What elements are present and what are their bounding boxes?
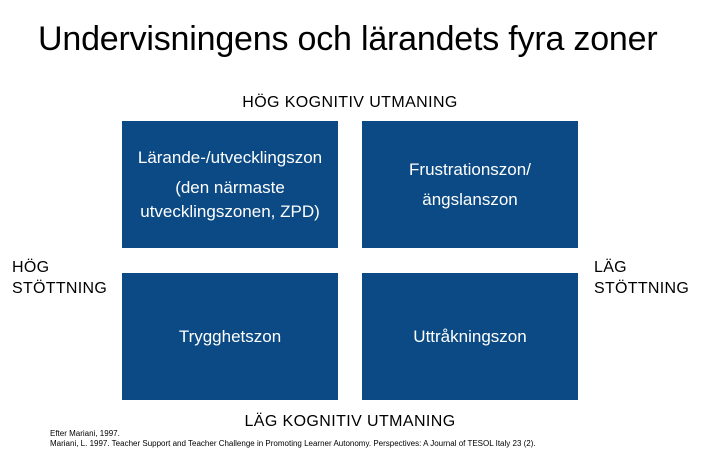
zone-frustration-line-1: Frustrationszon/ [409, 159, 531, 179]
zone-learning-line-3: utvecklingszonen, ZPD) [140, 201, 320, 221]
axis-label-high-support-line-1: HÖG [12, 259, 50, 276]
zone-boredom [362, 273, 578, 400]
references [50, 429, 536, 449]
zone-frustration-line-2: ängslanszon [422, 189, 518, 209]
zone-security-label: Trygghetszon [178, 326, 282, 346]
axis-label-high-challenge: HÖG KOGNITIV UTMANING [242, 94, 458, 111]
axis-label-low-support-line-2: STÖTTNING [594, 280, 690, 297]
slide-title: Undervisningens och lärandets fyra zoner [38, 20, 658, 58]
axis-label-low-support-line-1: LÄG [594, 259, 627, 276]
zone-boredom-label: Uttråkningszon [413, 326, 527, 346]
zone-frustration-anxiety [362, 121, 578, 248]
zone-security [122, 273, 338, 400]
zone-learning-development [122, 121, 338, 248]
axis-label-low-support [594, 257, 689, 299]
reference-line-2: Mariani, L. 1997. Teacher Support and Teacher Challenge in Promoting Learner Autonomy. Perspectives: A Journal of TESOL Italy 23 (2). [50, 439, 536, 448]
axis-label-high-support [12, 257, 107, 299]
axis-label-low-challenge: LÄG KOGNITIV UTMANING [244, 413, 456, 430]
reference-line-1: Efter Mariani, 1997. [50, 429, 120, 438]
zone-learning-line-1: Lärande-/utvecklingszon [137, 147, 323, 167]
zone-learning-line-2: (den närmaste [175, 177, 285, 197]
axis-label-high-support-line-2: STÖTTNING [12, 280, 108, 297]
